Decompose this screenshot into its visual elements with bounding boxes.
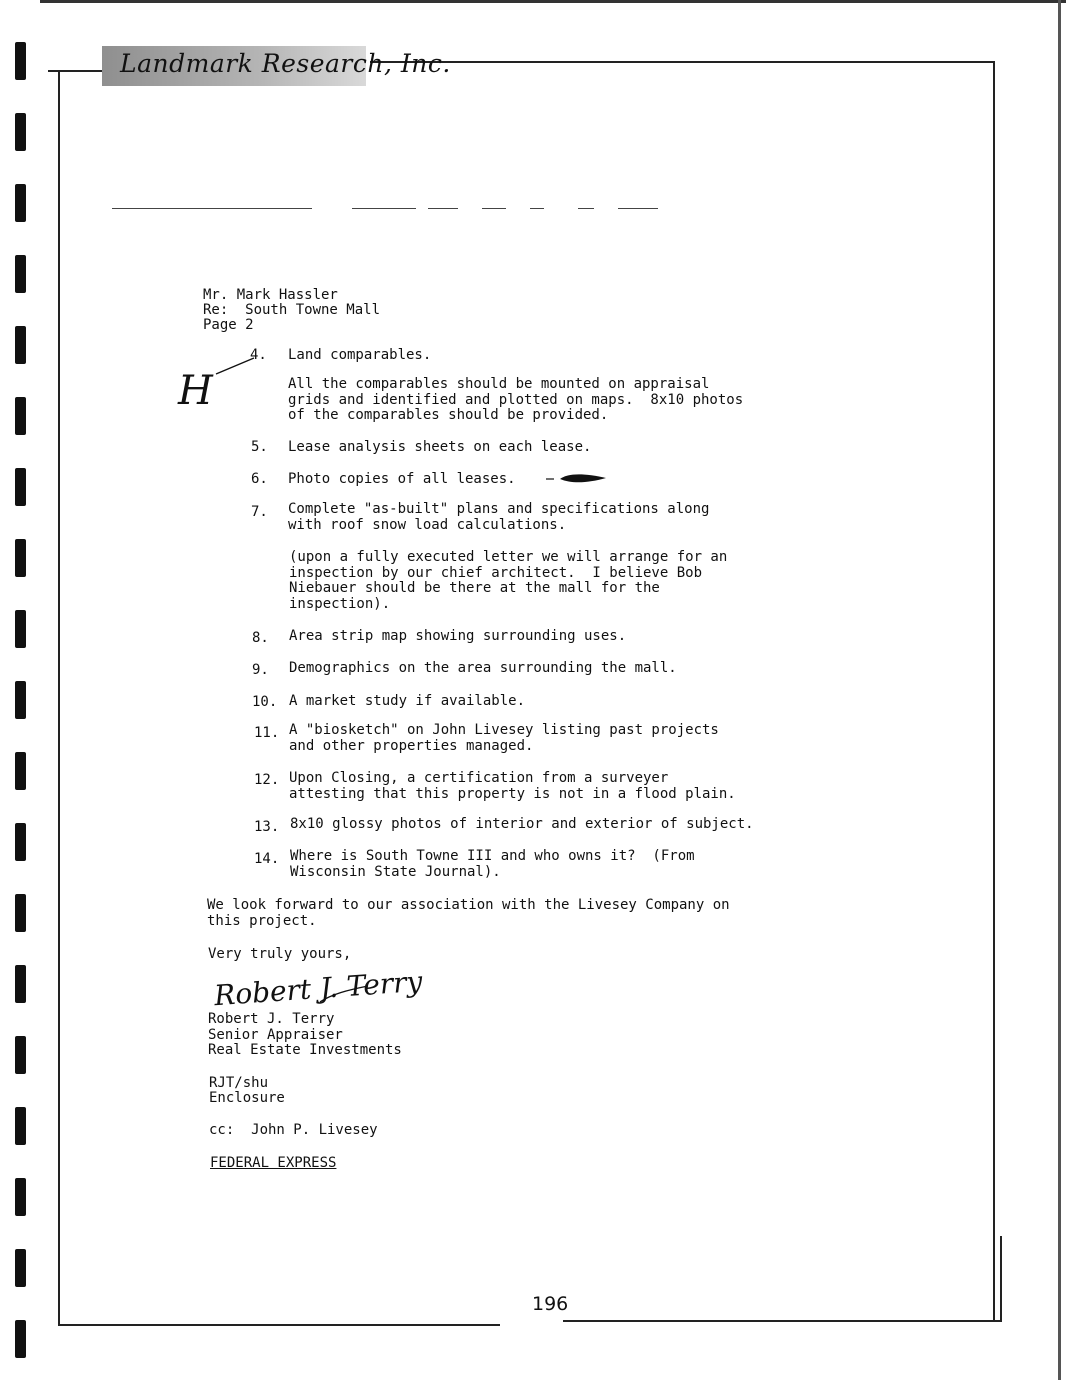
list-item: (upon a fully executed letter we will arrange for an inspection by our chief architect. I believe Bob Niebauer should be there at the mall for the inspection). bbox=[289, 549, 728, 612]
item-number: 14. bbox=[254, 851, 280, 867]
company-name: Landmark Research, Inc. bbox=[120, 49, 451, 78]
item-number: 5. bbox=[251, 439, 268, 455]
cc-line: cc: John P. Livesey bbox=[209, 1122, 378, 1138]
enclosure-note: Enclosure bbox=[209, 1090, 285, 1106]
list-item: Lease analysis sheets on each lease. bbox=[288, 439, 592, 455]
item-number: 10. bbox=[252, 694, 278, 710]
item-number: 8. bbox=[252, 630, 269, 646]
signature: Robert J. Terry bbox=[213, 964, 424, 1013]
list-item: Demographics on the area surrounding the mall. bbox=[289, 660, 677, 676]
item-number: 6. bbox=[251, 471, 268, 487]
ink-scribble bbox=[544, 470, 610, 488]
list-item: Where is South Towne III and who owns it? (From Wisconsin State Journal). bbox=[290, 848, 695, 880]
list-item: Upon Closing, a certification from a surveyer attesting that this property is not in a flood plain. bbox=[289, 770, 736, 802]
signer-title: Senior Appraiser bbox=[208, 1027, 343, 1043]
item-number: 4. bbox=[250, 347, 267, 363]
list-item: A market study if available. bbox=[289, 693, 526, 709]
reference-initials: RJT/shu bbox=[209, 1075, 269, 1091]
list-item: Land comparables. bbox=[288, 347, 432, 363]
margin-mark: H bbox=[178, 368, 213, 414]
list-item: All the comparables should be mounted on appraisal grids and identified and plotted on maps. 8x10 photos of the comparables should be provided. bbox=[288, 376, 744, 423]
salutation: Very truly yours, bbox=[208, 946, 352, 962]
subject-line: Re: South Towne Mall bbox=[203, 302, 381, 318]
page-number: 196 bbox=[532, 1293, 569, 1315]
recipient-line: Mr. Mark Hassler bbox=[203, 287, 338, 303]
list-item: A "biosketch" on John Livesey listing past projects and other properties managed. bbox=[289, 722, 719, 754]
signer-department: Real Estate Investments bbox=[208, 1042, 402, 1058]
item-number: 7. bbox=[251, 504, 268, 520]
page-label: Page 2 bbox=[203, 317, 254, 333]
item-number: 12. bbox=[254, 772, 280, 788]
signature-flourish bbox=[318, 984, 372, 1006]
closing-paragraph: We look forward to our association with the Livesey Company on this project. bbox=[207, 897, 730, 929]
delivery-method: FEDERAL EXPRESS bbox=[210, 1155, 337, 1171]
list-item: Area strip map showing surrounding uses. bbox=[289, 628, 627, 644]
list-item: Photo copies of all leases. bbox=[288, 471, 516, 487]
binder-holes bbox=[0, 0, 40, 1380]
company-logo bbox=[102, 46, 451, 86]
list-item: Complete "as-built" plans and specifications along with roof snow load calculations. bbox=[288, 501, 710, 533]
list-item: 8x10 glossy photos of interior and exterior of subject. bbox=[290, 816, 754, 832]
signer-name: Robert J. Terry bbox=[208, 1011, 335, 1027]
item-number: 9. bbox=[252, 662, 269, 678]
item-number: 11. bbox=[254, 725, 280, 741]
item-number: 13. bbox=[254, 819, 280, 835]
